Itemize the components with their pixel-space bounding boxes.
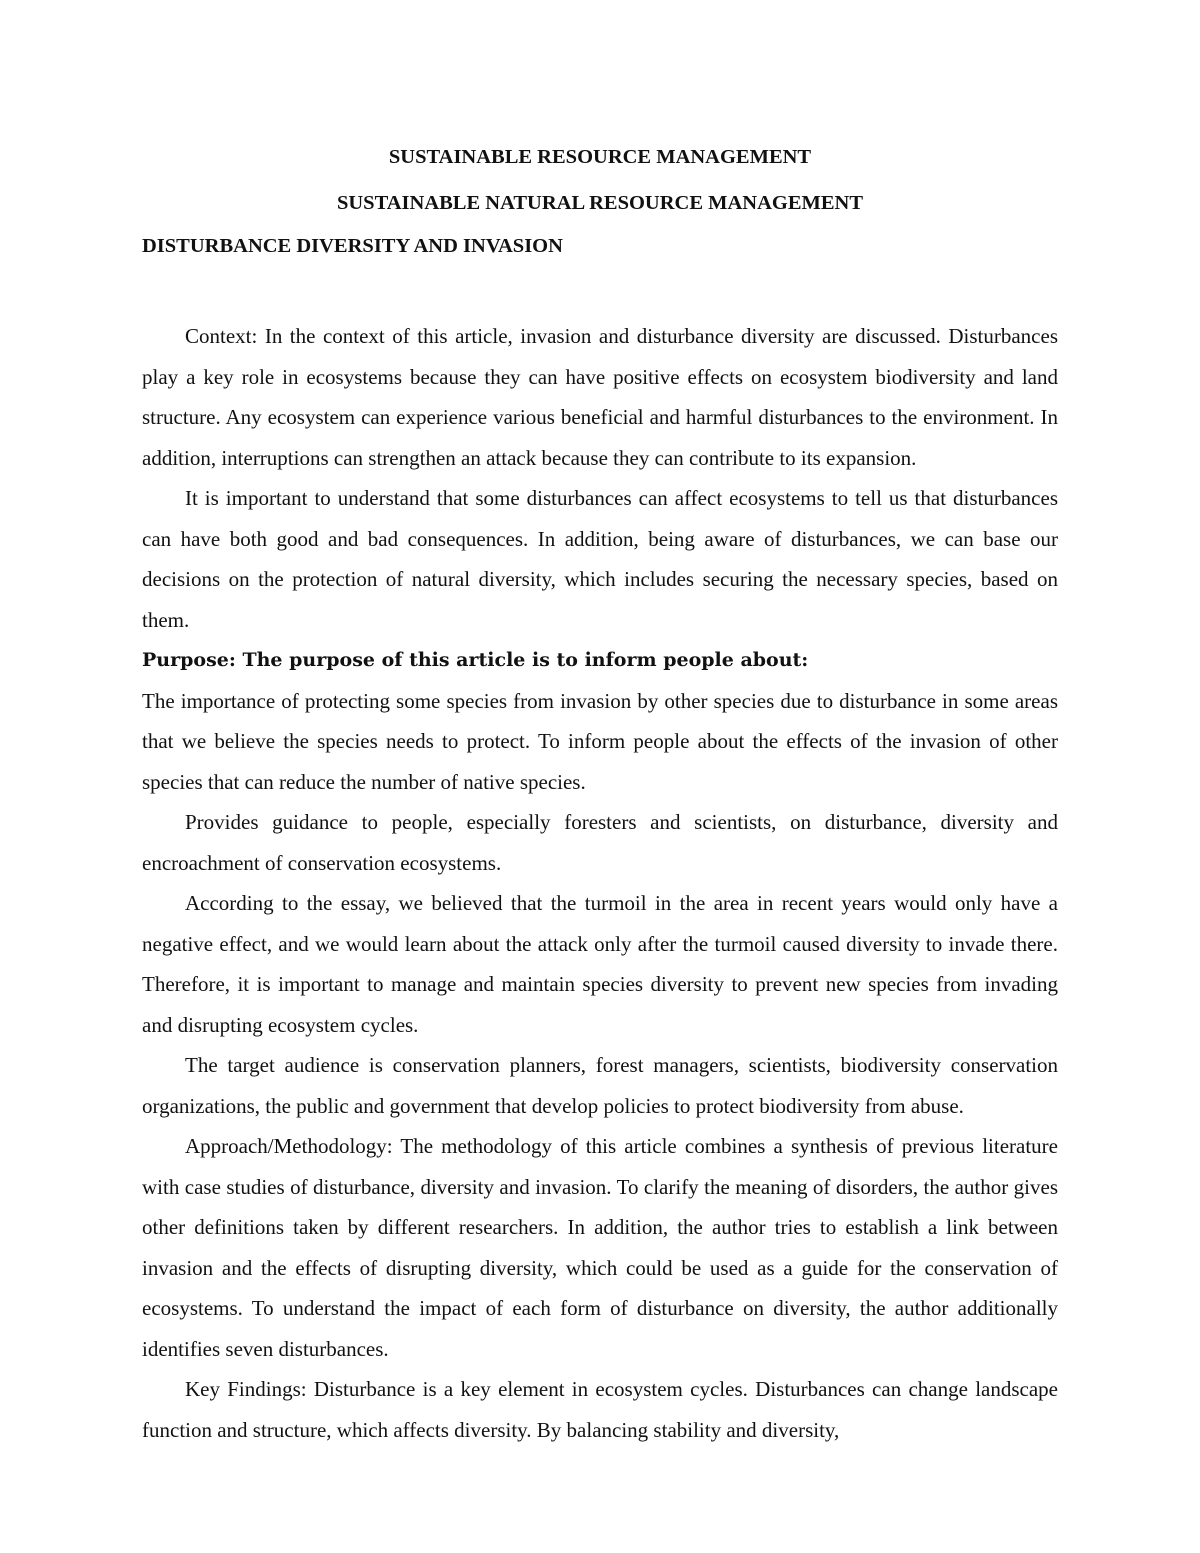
guidance-paragraph: Provides guidance to people, especially foresters and scientists, on disturbance, diversity and encroachment of conservation ecosystems. (142, 810, 1058, 875)
sub-title: SUSTAINABLE NATURAL RESOURCE MANAGEMENT (336, 192, 864, 214)
section-heading: DISTURBANCE DIVERSITY AND INVASION (142, 235, 563, 257)
document-page (142, 134, 1058, 1450)
key-findings-paragraph: Key Findings: Disturbance is a key element in ecosystem cycles. Disturbances can change landscape function and structure, which affects diversity. By balancing stability and diversity, (142, 1377, 1058, 1442)
main-title: SUSTAINABLE RESOURCE MANAGEMENT (388, 146, 812, 168)
context-paragraph: Context: In the context of this article, invasion and disturbance diversity are discussed. Disturbances play a key role in ecosystems because they can have positive effects on ecosystem biodiversity and land structure. Any ecosystem can experience various beneficial and harmful disturbances to the environment. In addition, interruptions can strengthen an attack because they can contribute to its expansion. (142, 324, 1058, 470)
methodology-paragraph: Approach/Methodology: The methodology of this article combines a synthesis of previous literature with case studies of disturbance, diversity and invasion. To clarify the meaning of disorders, the author gives other definitions taken by different researchers. In addition, the author tries to establish a link between invasion and the effects of disrupting diversity, which could be used as a guide for the conservation of ecosystems. To understand the impact of each form of disturbance on diversity, the author additionally identifies seven disturbances. (142, 1134, 1058, 1361)
according-paragraph: According to the essay, we believed that the turmoil in the area in recent years would only have a negative effect, and we would learn about the attack only after the turmoil caused diversity to invade there. Therefore, it is important to manage and maintain species diversity to prevent new species from invading and disrupting ecosystem cycles. (142, 891, 1058, 1037)
audience-paragraph: The target audience is conservation planners, forest managers, scientists, biodiversity conservation organizations, the public and government that develop policies to protect biodiversity from abuse. (142, 1053, 1058, 1118)
purpose-paragraph: The importance of protecting some species from invasion by other species due to disturbance in some areas that we believe the species needs to protect. To inform people about the effects of the invasion of other species that can reduce the number of native species. (142, 688, 1058, 794)
importance-paragraph: It is important to understand that some disturbances can affect ecosystems to tell us that disturbances can have both good and bad consequences. In addition, being aware of disturbances, we can base our decisions on the protection of natural diversity, which includes securing the necessary species, based on them. (142, 486, 1058, 632)
purpose-heading: Purpose: The purpose of this article is to inform people about: (142, 649, 809, 671)
